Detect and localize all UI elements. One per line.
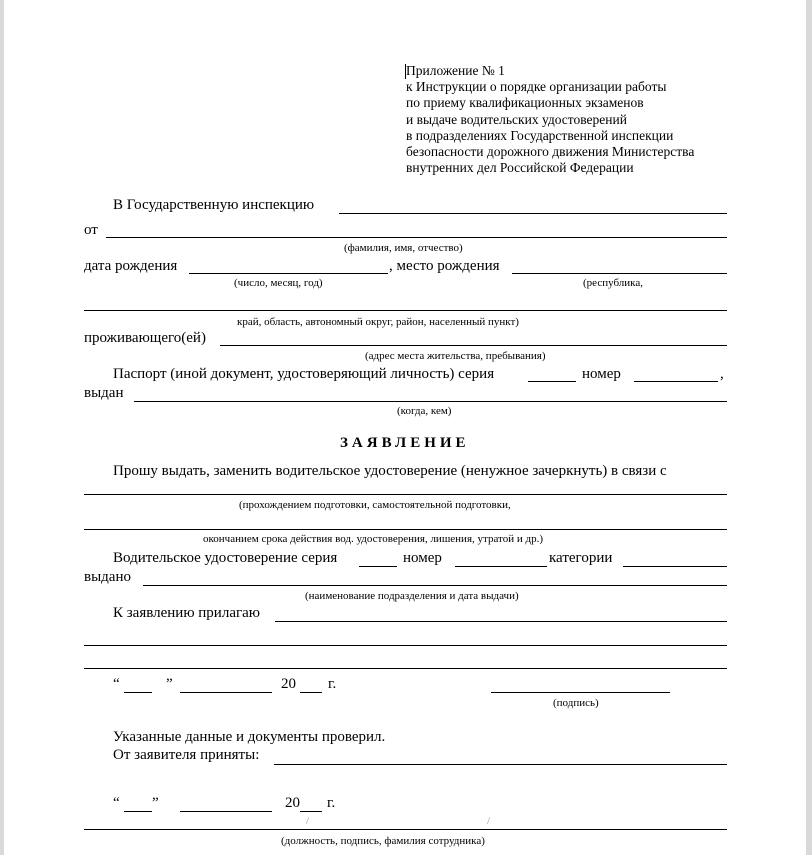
license-number-line[interactable] <box>455 566 547 567</box>
fio-line[interactable] <box>106 237 727 238</box>
categories-label: категории <box>549 550 613 566</box>
slash-mark-1: / <box>306 815 310 827</box>
appendix-line: и выдаче водительских удостоверений <box>406 111 627 127</box>
appendix-line: к Инструкции о порядке организации работы <box>406 79 667 95</box>
employee-line[interactable] <box>84 829 727 830</box>
license-issued-hint: (наименование подразделения и дата выдачи) <box>305 590 519 602</box>
year-suffix-2: г. <box>327 795 336 811</box>
from-label: от <box>84 222 98 238</box>
license-series-line[interactable] <box>359 566 397 567</box>
reason-hint-1: (прохождением подготовки, самостоятельной подготовки, <box>239 499 511 511</box>
region-hint: край, область, автономный округ, район, населенный пункт) <box>237 316 519 328</box>
license-number-label: номер <box>403 550 442 566</box>
passport-number-line[interactable] <box>634 381 718 382</box>
day-line-2[interactable] <box>124 811 152 812</box>
close-quote-2: ” <box>152 795 159 811</box>
residing-label: проживающего(ей) <box>84 330 206 346</box>
passport-label: Паспорт (иной документ, удостоверяющий личность) серия <box>113 366 495 382</box>
appendix-line: по приему квалификационных экзаменов <box>406 95 644 111</box>
appendix-line: безопасности дорожного движения Министерства <box>406 144 695 160</box>
reason-line-2[interactable] <box>84 529 727 530</box>
republic-hint: (республика, <box>583 277 643 289</box>
month-line[interactable] <box>180 692 272 693</box>
birth-place-line[interactable] <box>512 273 727 274</box>
year-line[interactable] <box>300 692 322 693</box>
license-series-label: Водительское удостоверение серия <box>113 550 338 566</box>
accepted-label: От заявителя приняты: <box>113 747 260 763</box>
address-hint: (адрес места жительства, пребывания) <box>365 350 546 362</box>
license-issued-line[interactable] <box>143 585 727 586</box>
date-hint: (число, месяц, год) <box>234 277 323 289</box>
employee-hint: (должность, подпись, фамилия сотрудника) <box>281 835 485 847</box>
signature-line[interactable] <box>491 692 670 693</box>
birth-date-label: дата рождения <box>84 258 178 274</box>
year-prefix: 20 <box>281 676 296 692</box>
appendix-line: Приложение № 1 <box>406 63 505 78</box>
attach-label: К заявлению прилагаю <box>113 605 260 621</box>
attach-line-3[interactable] <box>84 668 727 669</box>
inspection-line[interactable] <box>339 213 727 214</box>
reason-hint-2: окончанием срока действия вод. удостоверения, лишения, утратой и др.) <box>203 533 543 545</box>
passport-series-line[interactable] <box>528 381 576 382</box>
open-quote-2: “ <box>113 795 120 811</box>
attach-line-1[interactable] <box>275 621 727 622</box>
birth-place-label: , место рождения <box>389 258 500 274</box>
year-line-2[interactable] <box>300 811 322 812</box>
appendix-header <box>406 63 694 176</box>
categories-line[interactable] <box>623 566 727 567</box>
signature-hint: (подпись) <box>553 697 599 709</box>
license-issued-label: выдано <box>84 569 131 585</box>
accepted-line[interactable] <box>274 764 727 765</box>
year-prefix-2: 20 <box>285 795 300 811</box>
appendix-line: внутренних дел Российской Федерации <box>406 160 634 176</box>
month-line-2[interactable] <box>180 811 272 812</box>
reason-line-1[interactable] <box>84 494 727 495</box>
issued-hint: (когда, кем) <box>397 405 452 417</box>
comma: , <box>720 366 724 382</box>
attach-line-2[interactable] <box>84 645 727 646</box>
open-quote: “ <box>113 676 120 692</box>
request-text: Прошу выдать, заменить водительское удостоверение (ненужное зачеркнуть) в связи с <box>113 463 667 479</box>
day-line[interactable] <box>124 692 152 693</box>
slash-mark-2: / <box>487 815 491 827</box>
close-quote: ” <box>166 676 173 692</box>
appendix-line: в подразделениях Государственной инспекции <box>406 127 674 143</box>
region-line[interactable] <box>84 310 727 311</box>
issued-label: выдан <box>84 385 124 401</box>
passport-number-label: номер <box>582 366 621 382</box>
to-inspection-label: В Государственную инспекцию <box>113 197 315 213</box>
page-edge-right <box>806 0 812 855</box>
issued-line[interactable] <box>134 401 727 402</box>
address-line[interactable] <box>220 345 727 346</box>
page-edge-left <box>0 0 4 855</box>
verified-text: Указанные данные и документы проверил. <box>113 729 386 745</box>
birth-date-line[interactable] <box>189 273 388 274</box>
fio-hint: (фамилия, имя, отчество) <box>344 242 463 254</box>
statement-title: ЗАЯВЛЕНИЕ <box>340 435 470 451</box>
year-suffix: г. <box>328 676 337 692</box>
